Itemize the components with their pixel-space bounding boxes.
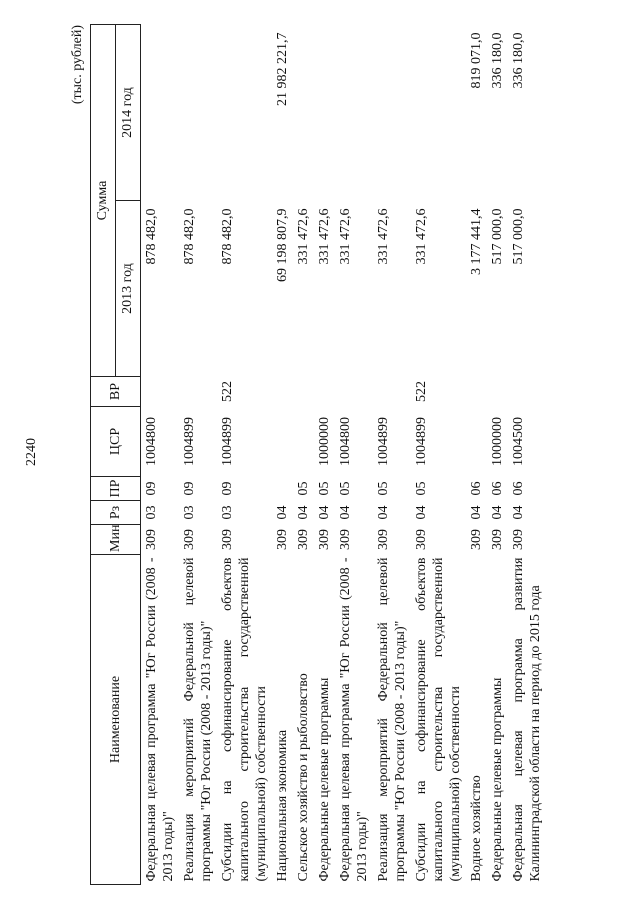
page-number: 2240 bbox=[24, 438, 39, 466]
cell-y2014: 336 180,0 bbox=[511, 32, 526, 89]
cell-y2013: 331 472,6 bbox=[317, 208, 332, 265]
cell-y2013: 517 000,0 bbox=[490, 208, 505, 265]
header-min: Мин bbox=[91, 525, 141, 555]
cell-min: 309 bbox=[414, 529, 429, 550]
cell-rz: 04 bbox=[469, 505, 484, 520]
table-row bbox=[335, 25, 373, 885]
header-pr: ПР bbox=[91, 477, 141, 501]
cell-csr: 1004899 bbox=[220, 417, 235, 466]
units-label: (тыс. рублей) bbox=[70, 25, 85, 105]
header-2014: 2014 год bbox=[116, 25, 141, 201]
cell-y2014 bbox=[141, 25, 180, 201]
cell-vr bbox=[314, 377, 335, 407]
table-row bbox=[411, 25, 466, 885]
cell-rz: 04 bbox=[317, 505, 332, 520]
cell-name: Федеральные целевые программы bbox=[317, 677, 332, 882]
budget-table bbox=[90, 24, 546, 885]
cell-min: 309 bbox=[317, 529, 332, 550]
cell-pr: 05 bbox=[317, 481, 332, 496]
cell-min: 309 bbox=[469, 529, 484, 550]
cell-rz: 03 bbox=[144, 505, 159, 520]
table-row bbox=[293, 25, 314, 885]
cell-vr: 522 bbox=[220, 381, 235, 402]
cell-csr: 1000000 bbox=[490, 417, 505, 466]
cell-name: Субсидии на софинансирование объектов капитального строительства государственной (муниципальной) собственности bbox=[414, 557, 463, 882]
cell-min: 309 bbox=[182, 529, 197, 550]
cell-rz: 03 bbox=[220, 505, 235, 520]
cell-vr bbox=[179, 377, 217, 407]
cell-name: Федеральная целевая программа "Юг России (2008 - 2013 годы)" bbox=[144, 557, 176, 882]
table-row bbox=[314, 25, 335, 885]
cell-pr: 06 bbox=[511, 481, 526, 496]
header-2013: 2013 год bbox=[116, 201, 141, 377]
cell-y2014: 819 071,0 bbox=[469, 32, 484, 89]
cell-csr: 1000000 bbox=[317, 417, 332, 466]
header-name: Наименование bbox=[91, 555, 141, 885]
cell-csr: 1004800 bbox=[338, 417, 353, 466]
cell-name: Водное хозяйство bbox=[469, 775, 484, 882]
cell-name: Реализация мероприятий Федеральной целевой программы "Юг России (2008 - 2013 годы)" bbox=[182, 557, 214, 882]
cell-min: 309 bbox=[376, 529, 391, 550]
cell-rz: 04 bbox=[414, 505, 429, 520]
cell-vr: 522 bbox=[414, 381, 429, 402]
cell-csr: 1004899 bbox=[414, 417, 429, 466]
cell-y2014 bbox=[293, 25, 314, 201]
cell-name: Федеральная целевая программа развития Калининградской области на период до 2015 года bbox=[511, 557, 543, 882]
cell-vr bbox=[335, 377, 373, 407]
cell-csr: 1004899 bbox=[182, 417, 197, 466]
cell-y2013: 878 482,0 bbox=[144, 208, 159, 265]
cell-name: Национальная экономика bbox=[275, 729, 290, 882]
cell-pr: 05 bbox=[296, 481, 311, 496]
cell-y2014 bbox=[314, 25, 335, 201]
cell-csr bbox=[293, 407, 314, 477]
cell-y2013: 3 177 441,4 bbox=[469, 208, 484, 275]
cell-y2013: 517 000,0 bbox=[511, 208, 526, 265]
cell-csr: 1004899 bbox=[376, 417, 391, 466]
table-row bbox=[373, 25, 411, 885]
cell-csr: 1004500 bbox=[511, 417, 526, 466]
cell-rz: 04 bbox=[296, 505, 311, 520]
cell-pr: 05 bbox=[376, 481, 391, 496]
table-row bbox=[272, 25, 293, 885]
header-sum: Сумма bbox=[91, 25, 116, 377]
cell-y2013: 69 198 807,9 bbox=[275, 208, 290, 282]
cell-pr: 05 bbox=[414, 481, 429, 496]
cell-csr: 1004800 bbox=[144, 417, 159, 466]
cell-y2014 bbox=[373, 25, 411, 201]
cell-y2013: 878 482,0 bbox=[182, 208, 197, 265]
cell-name: Федеральная целевая программа "Юг России (2008 - 2013 годы)" bbox=[338, 557, 370, 882]
cell-pr: 06 bbox=[490, 481, 505, 496]
cell-y2013: 331 472,6 bbox=[414, 208, 429, 265]
cell-min: 309 bbox=[296, 529, 311, 550]
cell-y2014 bbox=[217, 25, 272, 201]
cell-name: Субсидии на софинансирование объектов капитального строительства государственной (муниципальной) собственности bbox=[220, 557, 269, 882]
cell-min: 309 bbox=[338, 529, 353, 550]
cell-y2013: 878 482,0 bbox=[220, 208, 235, 265]
cell-pr: 05 bbox=[338, 481, 353, 496]
cell-y2013: 331 472,6 bbox=[296, 208, 311, 265]
table-row bbox=[487, 25, 508, 885]
table-body bbox=[141, 25, 547, 885]
table-row bbox=[466, 25, 487, 885]
cell-vr bbox=[487, 377, 508, 407]
header-csr: ЦСР bbox=[91, 407, 141, 477]
cell-y2014 bbox=[411, 25, 466, 201]
cell-min: 309 bbox=[490, 529, 505, 550]
cell-rz: 04 bbox=[511, 505, 526, 520]
cell-csr bbox=[272, 407, 293, 477]
cell-name: Сельское хозяйство и рыболовство bbox=[296, 673, 311, 882]
cell-rz: 04 bbox=[338, 505, 353, 520]
table-row bbox=[179, 25, 217, 885]
header-row bbox=[91, 25, 116, 885]
cell-vr bbox=[293, 377, 314, 407]
header-vr: ВР bbox=[91, 377, 141, 407]
cell-vr bbox=[508, 377, 546, 407]
cell-min: 309 bbox=[144, 529, 159, 550]
cell-name: Реализация мероприятий Федеральной целевой программы "Юг России (2008 - 2013 годы)" bbox=[376, 557, 408, 882]
cell-pr: 06 bbox=[469, 481, 484, 496]
cell-csr bbox=[466, 407, 487, 477]
table-row bbox=[141, 25, 180, 885]
cell-rz: 04 bbox=[275, 505, 290, 520]
header-rz: Рз bbox=[91, 501, 141, 525]
cell-min: 309 bbox=[511, 529, 526, 550]
cell-pr: 09 bbox=[220, 481, 235, 496]
cell-rz: 04 bbox=[490, 505, 505, 520]
cell-y2014: 336 180,0 bbox=[490, 32, 505, 89]
cell-vr bbox=[272, 377, 293, 407]
cell-pr: 09 bbox=[144, 481, 159, 496]
cell-rz: 04 bbox=[376, 505, 391, 520]
cell-rz: 03 bbox=[182, 505, 197, 520]
cell-y2014 bbox=[179, 25, 217, 201]
cell-y2013: 331 472,6 bbox=[338, 208, 353, 265]
cell-vr bbox=[373, 377, 411, 407]
cell-y2014 bbox=[335, 25, 373, 201]
table-row bbox=[217, 25, 272, 885]
table-row bbox=[508, 25, 546, 885]
cell-pr: 09 bbox=[182, 481, 197, 496]
cell-min: 309 bbox=[220, 529, 235, 550]
cell-pr bbox=[272, 477, 293, 501]
budget-table-page bbox=[70, 25, 630, 885]
cell-vr bbox=[466, 377, 487, 407]
cell-name: Федеральные целевые программы bbox=[490, 677, 505, 882]
cell-min: 309 bbox=[275, 529, 290, 550]
cell-vr bbox=[141, 377, 180, 407]
cell-y2014: 21 982 221,7 bbox=[275, 32, 290, 106]
cell-y2013: 331 472,6 bbox=[376, 208, 391, 265]
